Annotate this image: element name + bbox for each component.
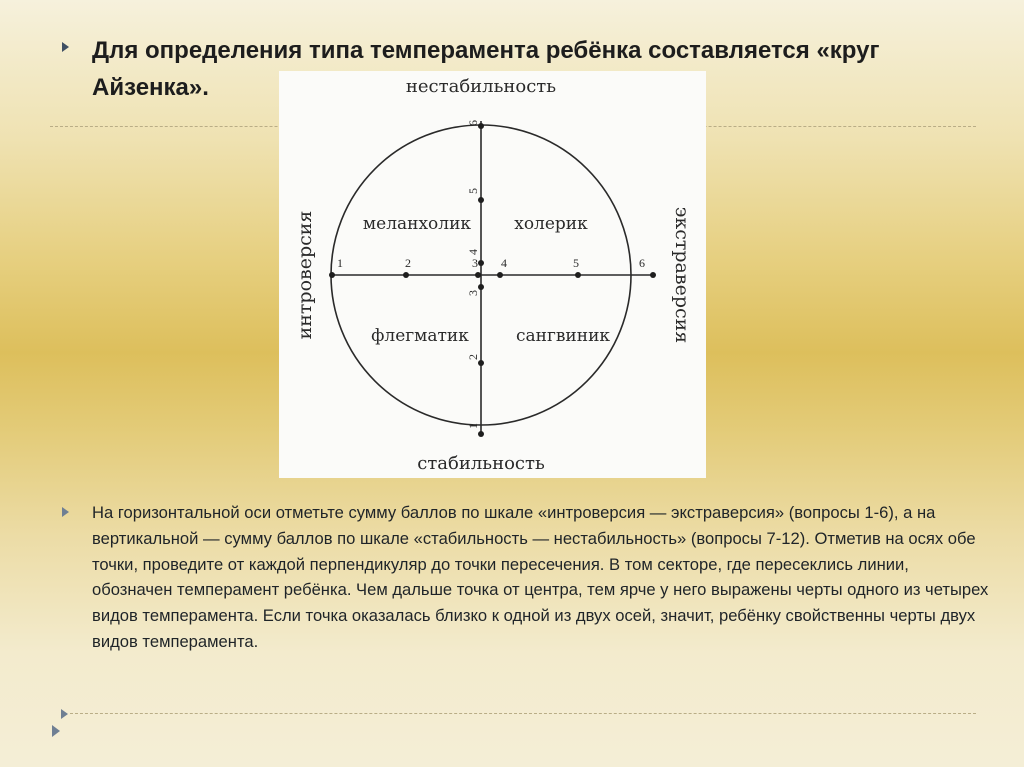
v-axis-point [478, 197, 484, 203]
h-tick-6: 6 [639, 256, 645, 270]
axis-label-left: интроверсия [294, 210, 316, 340]
eysenck-circle-diagram [279, 71, 706, 478]
eysenck-circle-figure [279, 71, 706, 478]
quadrant-sanguine: сангвиник [515, 326, 611, 346]
footer-divider [70, 713, 976, 714]
body-bullet-icon [62, 507, 69, 517]
v-tick-3: 3 [466, 290, 480, 296]
h-tick-4: 4 [501, 256, 507, 270]
v-tick-5: 5 [466, 188, 480, 194]
v-axis-point [478, 284, 484, 290]
h-tick-1: 1 [337, 256, 343, 270]
v-tick-4: 4 [466, 249, 480, 255]
h-axis-point [403, 272, 409, 278]
axis-label-bottom: стабильность [417, 453, 545, 474]
instructions-paragraph: На горизонтальной оси отметьте сумму баллов по шкале «интроверсия — экстраверсия» (вопросы 1-6), а на вертикальной — сумму баллов по шкале «стабильность — нестабильность» (вопросы 7-12). Отметив на осях обе точки, проведите от каждой перпендикуляр до точки пересечения. В том секторе, где пересеклись линии, обозначен темперамент ребёнка. Чем дальше точка от центра, тем ярче у него выражены черты одного из четырех видов темперамента. Если точка оказалась близко к одной из двух осей, значит, ребёнку свойственны черты двух видов темперамента. [92, 503, 989, 651]
quadrant-choleric: холерик [514, 214, 588, 234]
title-bullet-icon [62, 42, 69, 52]
v-tick-2: 2 [466, 354, 480, 360]
h-tick-5: 5 [573, 256, 579, 270]
h-axis-point [497, 272, 503, 278]
quadrant-melancholic: меланхолик [362, 214, 472, 234]
h-axis-point [650, 272, 656, 278]
v-axis-point [478, 260, 484, 266]
h-tick-2: 2 [405, 256, 411, 270]
axis-label-right: экстраверсия [671, 206, 693, 344]
v-tick-6: 6 [466, 120, 480, 126]
footer-bullet-icon [61, 709, 68, 719]
footer-bullet-icon [52, 725, 60, 737]
h-tick-3: 3 [472, 256, 478, 270]
h-axis-point [475, 272, 481, 278]
v-axis-point [478, 431, 484, 437]
quadrant-phlegmatic: флегматик [371, 326, 469, 346]
slide-title: Для определения типа темперамента ребёнка составляется «круг Айзенка». [92, 37, 880, 101]
v-tick-1: 1 [466, 423, 480, 429]
h-axis-point [329, 272, 335, 278]
h-axis-point [575, 272, 581, 278]
axis-label-top: нестабильность [405, 76, 557, 97]
